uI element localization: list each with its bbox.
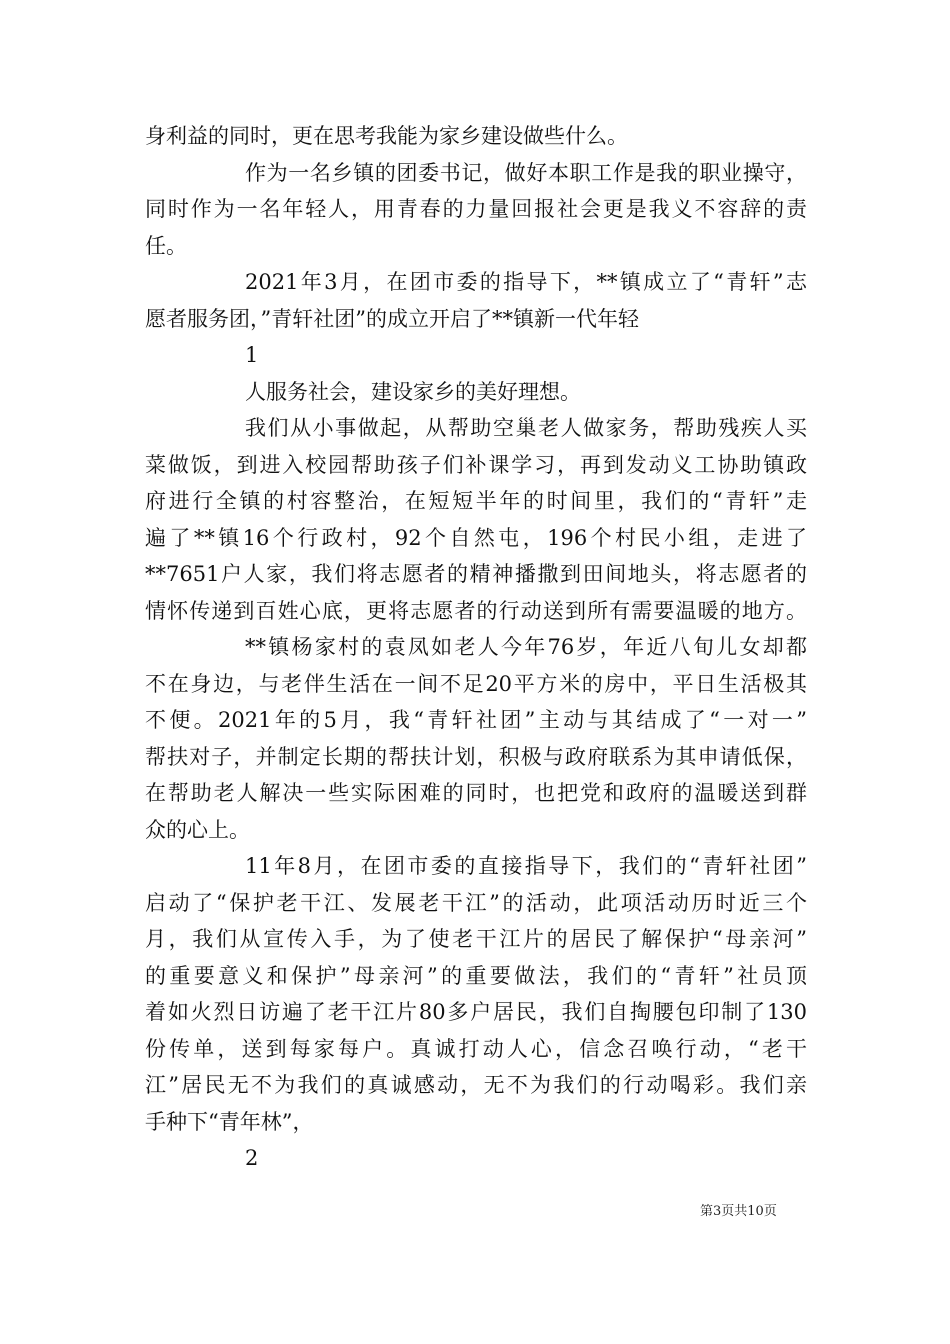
- text-line: 启动了“保护老干江、发展老干江”的活动，此项活动历时近三个: [145, 890, 807, 915]
- text-line: 同时作为一名年轻人，用青春的力量回报社会更是我义不容辞的责: [145, 197, 807, 221]
- text-line: 任。: [145, 233, 187, 258]
- text-line: 江”居民无不为我们的真诚感动，无不为我们的行动喝彩。我们亲: [145, 1073, 807, 1097]
- text-line: 府进行全镇的村容整治，在短短半年的时间里，我们的“青轩”走: [145, 489, 807, 513]
- text-line: 菜做饭，到进入校园帮助孩子们补课学习，再到发动义工协助镇政: [145, 452, 807, 477]
- text-line: 遍了**镇16个行政村，92个自然屯，196个村民小组，走进了: [145, 525, 807, 550]
- inline-page-number: 1: [245, 343, 259, 367]
- paragraph-start-line: 11年8月，在团市委的直接指导下，我们的“青轩社团”: [245, 854, 807, 878]
- text-line: 不在身边，与老伴生活在一间不足20平方米的房中，平日生活极其: [145, 671, 807, 696]
- text-line: 的重要意义和保护”母亲河”的重要做法，我们的“青轩”社员顶: [145, 963, 807, 988]
- text-line: 众的心上。: [145, 817, 250, 842]
- paragraph-start-line: 我们从小事做起，从帮助空巢老人做家务，帮助残疾人买: [245, 416, 807, 440]
- text-line: 身利益的同时，更在思考我能为家乡建设做些什么。: [145, 124, 628, 148]
- text-line: **7651户人家，我们将志愿者的精神播撒到田间地头，将志愿者的: [145, 562, 807, 586]
- text-line: 帮扶对子，并制定长期的帮扶计划，积极与政府联系为其申请低保，: [145, 744, 807, 769]
- paragraph-start-line: 作为一名乡镇的团委书记，做好本职工作是我的职业操守，: [245, 160, 807, 185]
- text-line: 着如火烈日访遍了老干江片80多户居民，我们自掏腰包印制了130: [145, 1000, 807, 1024]
- text-line: 不便。2021年的5月，我“青轩社团”主动与其结成了“一对一”: [145, 708, 807, 732]
- text-line: 愿者服务团，”青轩社团”的成立开启了**镇新一代年轻: [145, 306, 639, 331]
- paragraph-start-line: 2021年3月，在团市委的指导下，**镇成立了“青轩”志: [245, 270, 807, 294]
- body-text: [145, 118, 807, 1177]
- text-line: 份传单，送到每家每户。真诚打动人心，信念召唤行动，“老干: [145, 1036, 807, 1061]
- text-line: 手种下“青年林”，: [145, 1109, 314, 1134]
- page-footer: 第3页共10页: [700, 1204, 777, 1219]
- inline-page-number: 2: [245, 1146, 259, 1170]
- text-line: 情怀传递到百姓心底，更将志愿者的行动送到所有需要温暖的地方。: [145, 598, 807, 623]
- text-line: 人服务社会，建设家乡的美好理想。: [245, 379, 581, 404]
- text-line: 月，我们从宣传入手，为了使老干江片的居民了解保护“母亲河”: [145, 927, 807, 951]
- paragraph-start-line: **镇杨家村的袁凤如老人今年76岁，年近八旬儿女却都: [245, 635, 807, 659]
- text-line: 在帮助老人解决一些实际困难的同时，也把党和政府的温暖送到群: [145, 781, 807, 805]
